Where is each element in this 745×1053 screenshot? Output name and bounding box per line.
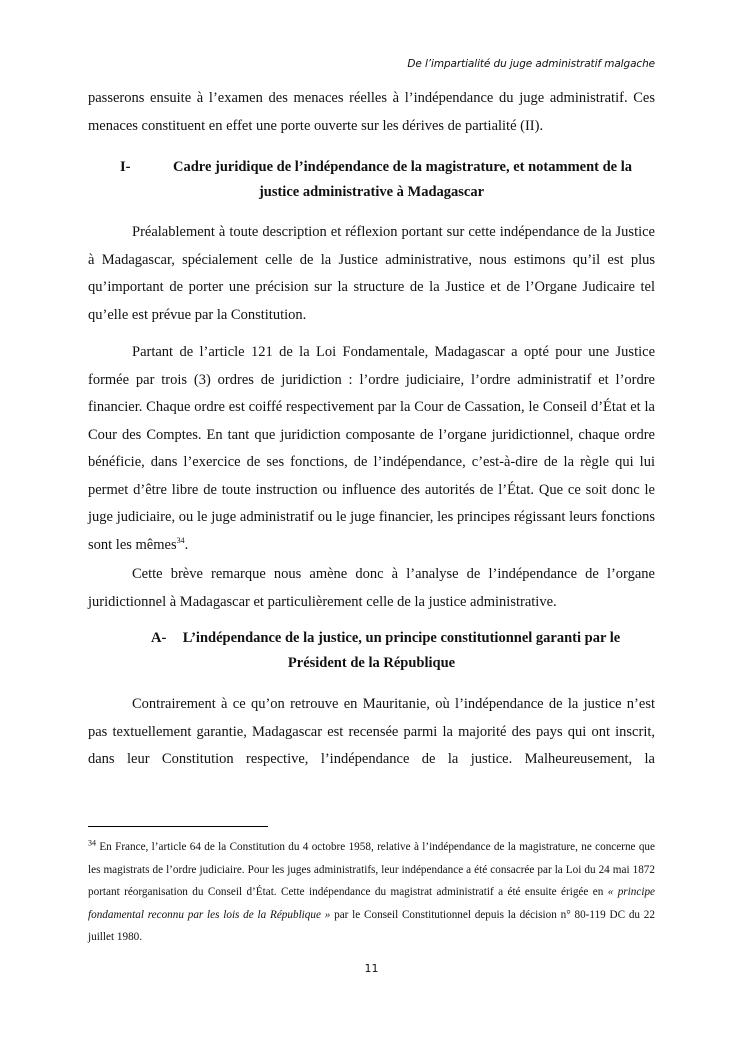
paragraph-3: Cette brève remarque nous amène donc à l’analyse de l’indépendance de l’organe juridictionnel à Madagascar et particulièrement celle de la justice administrative.: [88, 566, 655, 610]
running-header: De l’impartialité du juge administratif malgache: [407, 58, 655, 70]
paragraph-2-text: Partant de l’article 121 de la Loi Fondamentale, Madagascar a opté pour une Justice formée par trois (3) ordres de juridiction : l’ordre judiciaire, l’ordre administratif et l’ordre financier. Chaque ordre est coiffé respectivement par la Cour de Cassation, le Conseil d’État et la Cour des Comptes. En tant que juridiction composante de l’organe juridictionnel, chaque ordre bénéficie, dans l’exercice de ses fonctions, de l’indépendance, c’est-à-dire de la règle qui lui permet d’être libre de toute instruction ou influence des autorités de l’État. Que ce soit donc le juge judiciaire, ou le juge administratif ou le juge financier, les principes régissant leurs fonctions sont les mêmes: [88, 344, 655, 553]
footnote-34: [88, 836, 655, 949]
subsection-title-line1: L’indépendance de la justice, un principe constitutionnel garanti par le: [182, 630, 621, 646]
section-heading-1: [88, 155, 655, 205]
subsection-heading-a: [88, 626, 655, 676]
intro-paragraph: passerons ensuite à l’examen des menaces réelles à l’indépendance du juge administratif. Ces menaces constituent en effet une porte ouverte sur les dérives de partialité (II).: [88, 90, 655, 134]
footnote-number: 34: [88, 838, 96, 848]
paragraph-2: [88, 339, 655, 559]
footnote-text-end: par le Conseil Constitutionnel depuis la décision n° 80-119 DC du 22 juillet 1980.: [88, 908, 655, 943]
subsection-title-line2: Président de la République: [287, 655, 456, 671]
paragraph-2-end: .: [184, 536, 189, 553]
section-title-line1: Cadre juridique de l’indépendance de la magistrature, et notamment de la: [172, 159, 632, 175]
footnote-reference[interactable]: 34: [176, 535, 185, 545]
page-number: 11: [364, 962, 379, 975]
footnote-separator: [88, 826, 268, 827]
section-title-line2: justice administrative à Madagascar: [258, 184, 485, 200]
paragraph-1: Préalablement à toute description et réflexion portant sur cette indépendance de la Justice à Madagascar, spécialement celle de la Justice administrative, nous estimons qu’il est plus qu’important de porter une précision sur la structure de la Justice et de l’Organe Judicaire tel qu’elle est prévue par la Constitution.: [88, 224, 655, 323]
paragraph-4: Contrairement à ce qu’on retrouve en Mauritanie, où l’indépendance de la justice n’est pas textuellement garantie, Madagascar est recensée parmi la majorité des pays qui ont inscrit, dans leur Constitution respective, l’indépendance de la justice. Malheureusement, la: [88, 696, 655, 767]
section-number: I-: [120, 159, 131, 175]
subsection-number: A-: [151, 630, 167, 646]
footnote-text: En France, l’article 64 de la Constitution du 4 octobre 1958, relative à l’indépendance de la magistrature, ne concerne que les magistrats de l’ordre judiciaire. Pour les juges administratifs, leur indépendance a été consacrée par la Loi du 24 mai 1872 portant réorganisation du Conseil d’État. Cette indépendance du magistrat administratif a été ensuite érigée en: [88, 841, 655, 898]
footnote-quote: « principe fondamental reconnu par les lois de la République »: [88, 886, 655, 921]
